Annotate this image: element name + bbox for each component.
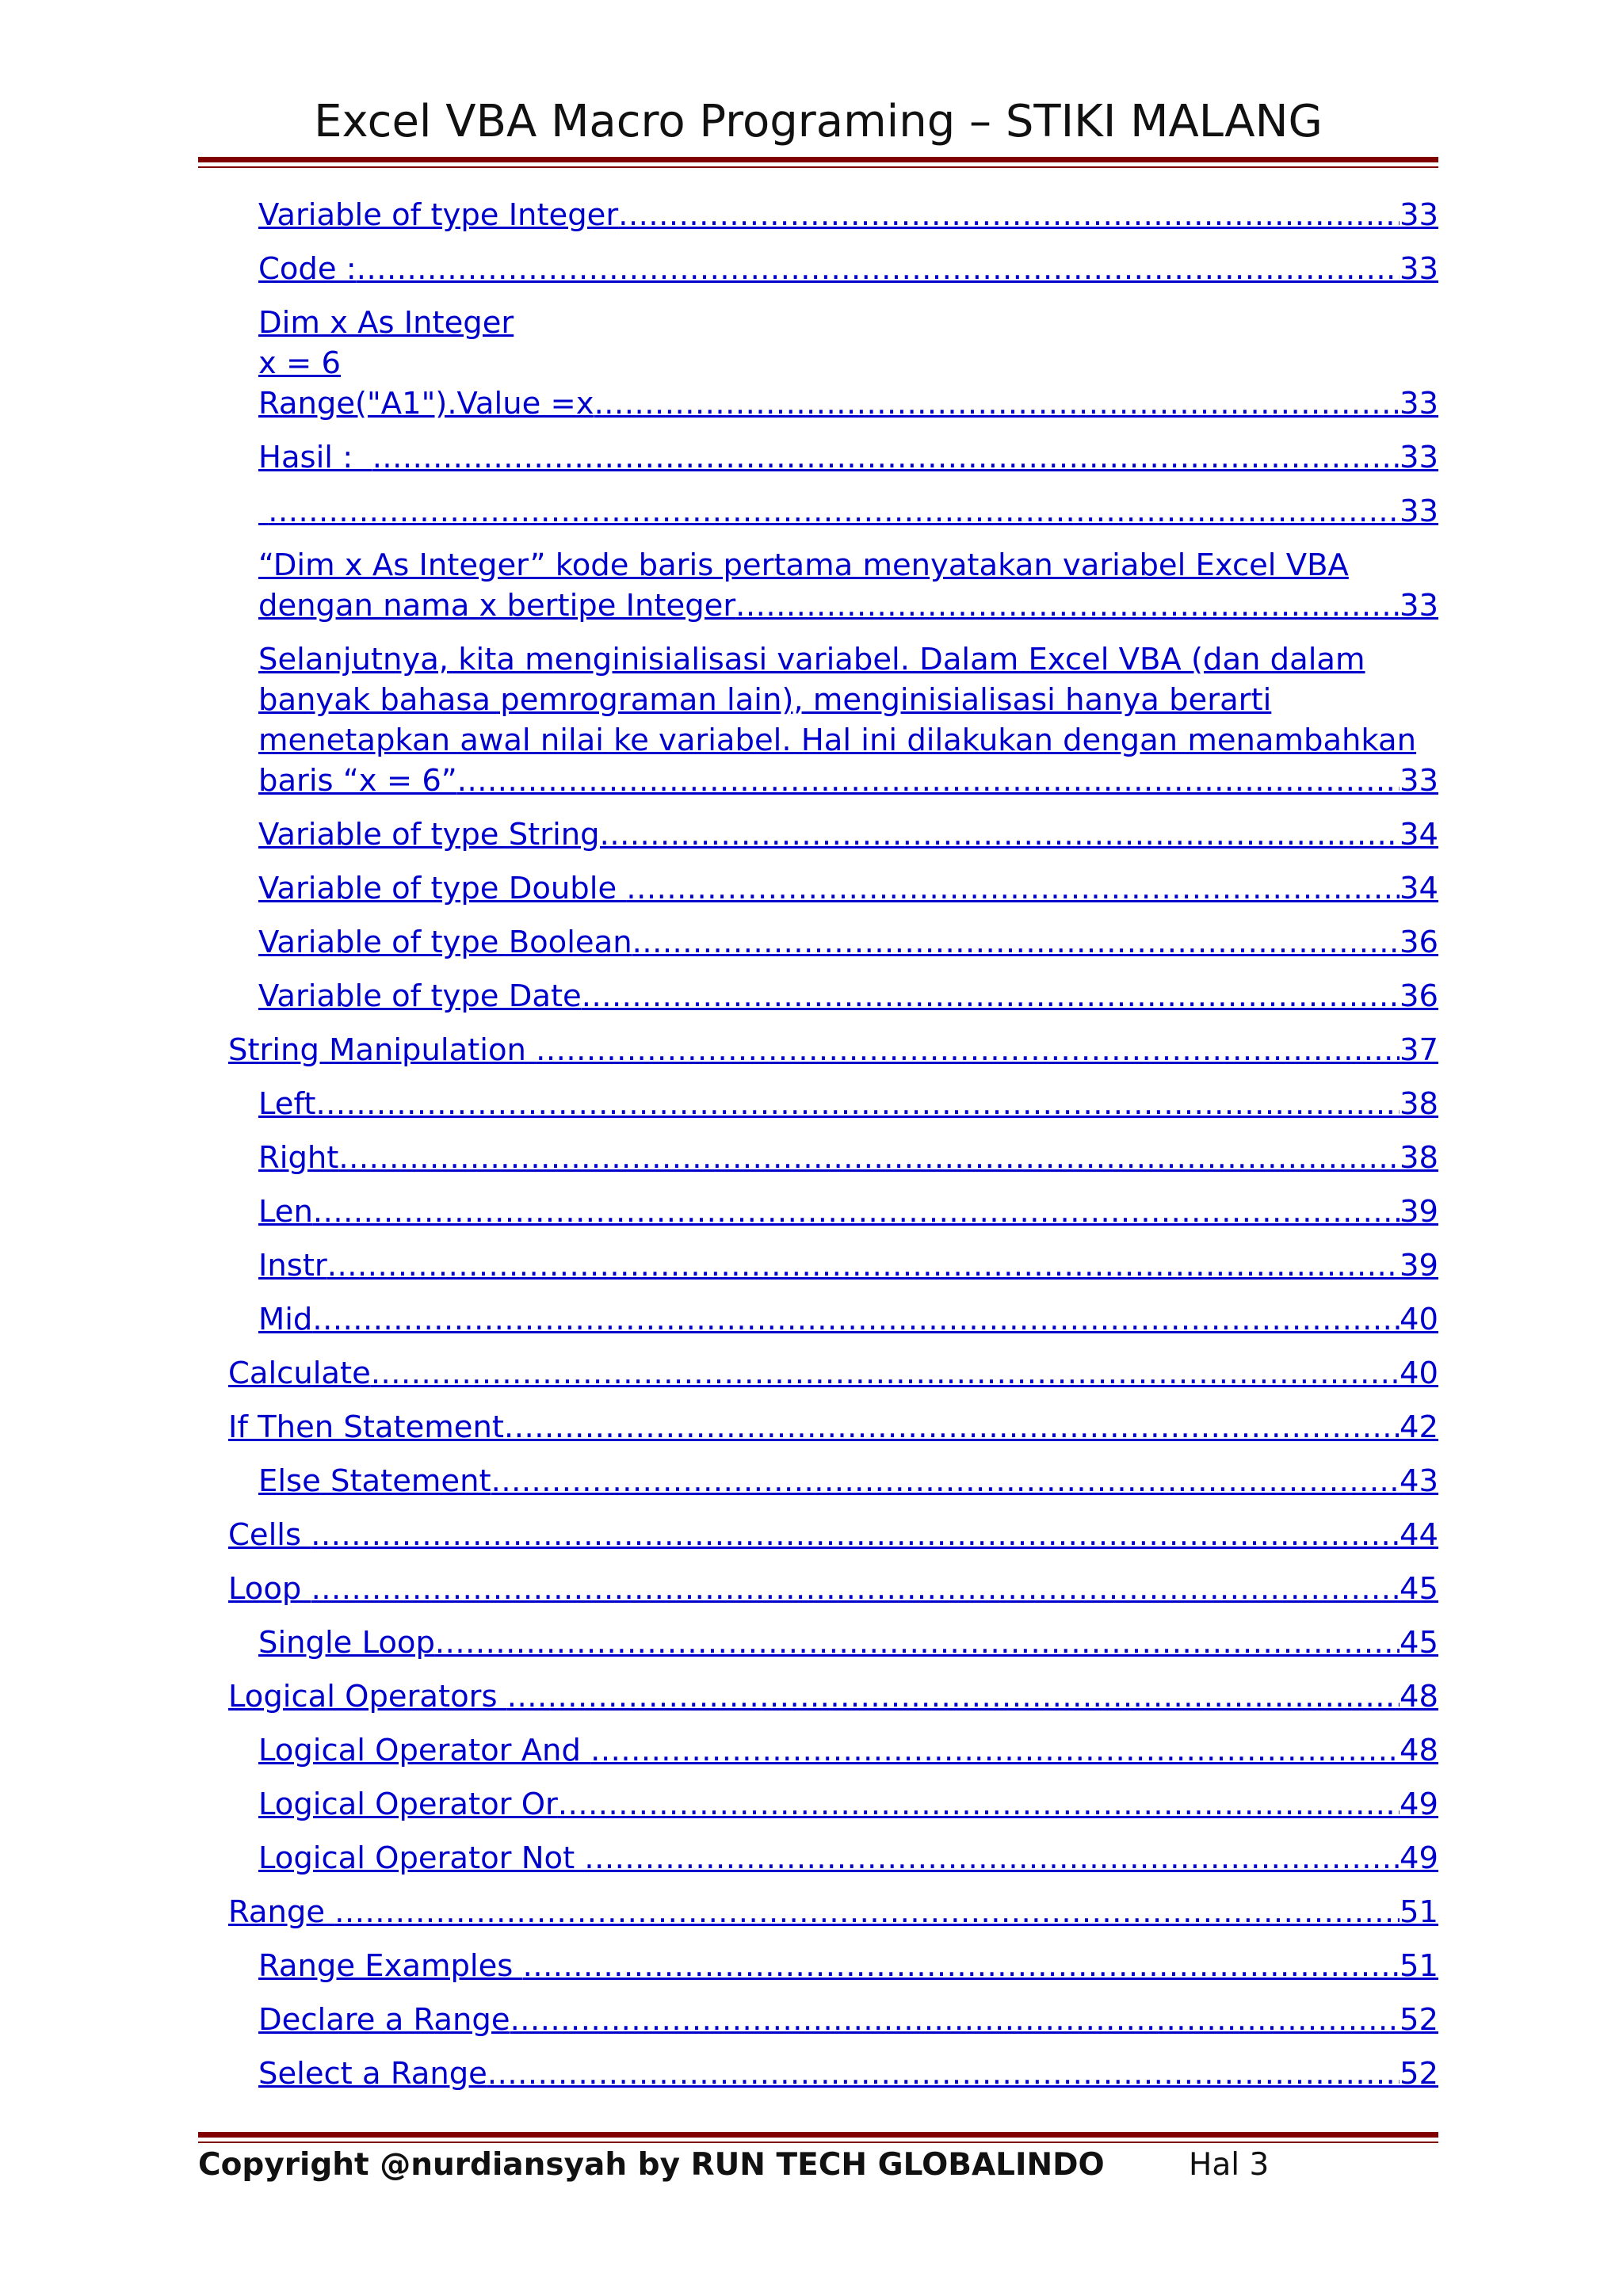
toc-entry-last-line	[258, 437, 1438, 478]
footer-page-number: Hal 3	[1189, 2147, 1270, 2183]
toc-entry-text: Len	[258, 1194, 313, 1230]
toc-dot-leader	[626, 868, 1400, 909]
toc-entry-text: menetapkan awal nilai ke variabel. Hal ini dilakukan dengan menambahkan	[258, 723, 1417, 758]
toc-entry-last-line	[258, 1245, 1438, 1286]
toc-entry[interactable]	[198, 491, 1438, 532]
toc-page-number: 43	[1400, 1463, 1438, 1499]
toc-page-number: 45	[1400, 1571, 1438, 1607]
toc-entry-text	[258, 491, 268, 532]
toc-entry-text: Logical Operator Or	[258, 1787, 558, 1822]
toc-page-number: 52	[1400, 2002, 1438, 2038]
toc-entry-last-line	[228, 1515, 1438, 1555]
toc-page-number: 34	[1400, 817, 1438, 852]
toc-entry-last-line	[258, 814, 1438, 855]
footer-rule-thick	[198, 2132, 1438, 2138]
toc-page-number: 33	[1400, 197, 1438, 233]
toc-entry[interactable]	[198, 1623, 1438, 1663]
toc-entry-text: Left	[258, 1086, 316, 1122]
toc-entry-text: Variable of type Double	[258, 871, 627, 906]
toc-entry-text: Code :	[258, 251, 357, 287]
toc-entry-last-line	[228, 1030, 1438, 1070]
toc-dot-leader	[435, 1623, 1400, 1663]
toc-page-number: 36	[1400, 925, 1438, 960]
toc-entry-text: x = 6	[258, 345, 342, 381]
toc-page-number: 39	[1400, 1194, 1438, 1230]
toc-entry-text: Single Loop	[258, 1625, 435, 1661]
header-rule-thin	[198, 166, 1438, 168]
toc-entry-last-line	[258, 2000, 1438, 2040]
toc-page-number: 33	[1400, 588, 1438, 624]
toc-page-number: 44	[1400, 1517, 1438, 1553]
toc-entry[interactable]	[198, 868, 1438, 909]
toc-entry-text: Dim x As Integer	[258, 305, 514, 341]
toc-dot-leader	[632, 922, 1400, 963]
toc-entry-last-line	[258, 1784, 1438, 1825]
toc-page-number: 48	[1400, 1733, 1438, 1768]
toc-entry-last-line	[258, 2054, 1438, 2094]
toc-dot-leader	[372, 437, 1400, 478]
toc-entry-text: dengan nama x bertipe Integer	[258, 588, 736, 624]
toc-entry[interactable]	[198, 1138, 1438, 1178]
toc-entry[interactable]	[198, 195, 1438, 235]
toc-page-number: 45	[1400, 1625, 1438, 1661]
toc-page-number: 33	[1400, 763, 1438, 799]
toc-entry[interactable]	[198, 1515, 1438, 1555]
toc-dot-leader	[311, 1569, 1400, 1609]
toc-entry-last-line	[258, 383, 1438, 424]
toc-entry-text: Variable of type Date	[258, 978, 582, 1014]
toc-entry-last-line	[258, 585, 1438, 626]
toc-entry[interactable]	[198, 1784, 1438, 1825]
toc-entry-text: baris “x = 6”	[258, 763, 457, 799]
page-header-title: Excel VBA Macro Programing – STIKI MALANG	[314, 96, 1323, 147]
toc-entry-text: Loop	[228, 1571, 311, 1607]
toc-dot-leader	[313, 1192, 1400, 1232]
toc-page-number: 33	[1400, 494, 1438, 529]
toc-dot-leader	[457, 761, 1400, 801]
toc-entry[interactable]	[198, 976, 1438, 1016]
toc-entry[interactable]	[198, 1030, 1438, 1070]
toc-entry[interactable]	[198, 639, 1438, 801]
toc-page-number: 33	[1400, 386, 1438, 421]
toc-entry[interactable]	[198, 2000, 1438, 2040]
toc-page-number: 33	[1400, 440, 1438, 475]
toc-page-number: 37	[1400, 1032, 1438, 1068]
toc-page-number: 49	[1400, 1787, 1438, 1822]
toc-dot-leader	[311, 1515, 1400, 1555]
footer-copyright: Copyright @nurdiansyah by RUN TECH GLOBALINDO	[198, 2147, 1105, 2183]
toc-entry-text: Hasil :	[258, 440, 372, 475]
toc-entry-text: Range	[228, 1894, 335, 1930]
toc-entry-text: String Manipulation	[228, 1032, 537, 1068]
toc-entry-text: Logical Operator Not	[258, 1840, 585, 1876]
toc-dot-leader	[371, 1353, 1400, 1394]
toc-dot-leader	[312, 1299, 1400, 1340]
toc-dot-leader	[510, 2000, 1400, 2040]
toc-entry-text: Cells	[228, 1517, 311, 1553]
toc-entry-last-line	[258, 1838, 1438, 1878]
toc-entry-last-line	[228, 1569, 1438, 1609]
toc-dot-leader	[590, 1730, 1400, 1771]
toc-dot-leader	[315, 1084, 1400, 1124]
toc-dot-leader	[491, 1461, 1400, 1501]
header-rule-thick	[198, 157, 1438, 162]
toc-entry-last-line	[258, 1461, 1438, 1501]
toc-entry[interactable]	[198, 303, 1438, 424]
toc-entry[interactable]	[198, 545, 1438, 626]
toc-dot-leader	[558, 1784, 1400, 1825]
toc-page-number: 38	[1400, 1086, 1438, 1122]
toc-dot-leader	[327, 1245, 1400, 1286]
toc-entry-text: banyak bahasa pemrograman lain), menginisialisasi hanya berarti	[258, 682, 1272, 718]
toc-entry[interactable]	[198, 1353, 1438, 1394]
toc-entry-text: Calculate	[228, 1356, 371, 1391]
toc-entry-last-line	[258, 1946, 1438, 1986]
toc-dot-leader	[338, 1138, 1400, 1178]
toc-entry-last-line	[228, 1676, 1438, 1717]
toc-entry-text: Selanjutnya, kita menginisialisasi variabel. Dalam Excel VBA (dan dalam	[258, 642, 1365, 677]
toc-entry-last-line	[258, 1299, 1438, 1340]
toc-entry-text: Variable of type Integer	[258, 197, 619, 233]
toc-page-number: 40	[1400, 1356, 1438, 1391]
toc-entry-text: Variable of type Boolean	[258, 925, 632, 960]
toc-entry[interactable]	[198, 1461, 1438, 1501]
toc-entry[interactable]	[198, 2054, 1438, 2094]
toc-entry-last-line	[228, 1353, 1438, 1394]
table-of-contents	[198, 195, 1438, 2107]
toc-entry-last-line	[258, 195, 1438, 235]
toc-entry-text: Select a Range	[258, 2056, 487, 2092]
toc-entry-last-line	[228, 1892, 1438, 1932]
toc-entry-text: Right	[258, 1140, 339, 1176]
toc-entry-last-line	[258, 491, 1438, 532]
toc-dot-leader	[594, 383, 1400, 424]
toc-entry-last-line	[258, 249, 1438, 289]
toc-page-number: 39	[1400, 1248, 1438, 1283]
toc-entry[interactable]	[198, 1569, 1438, 1609]
toc-dot-leader	[536, 1030, 1400, 1070]
toc-entry[interactable]	[198, 1730, 1438, 1771]
toc-entry-text: “Dim x As Integer” kode baris pertama menyatakan variabel Excel VBA	[258, 547, 1349, 583]
toc-dot-leader	[487, 2054, 1400, 2094]
toc-entry-text: Instr	[258, 1248, 327, 1283]
toc-entry-last-line	[258, 1138, 1438, 1178]
toc-dot-leader	[584, 1838, 1400, 1878]
toc-page-number: 48	[1400, 1679, 1438, 1714]
toc-entry[interactable]	[198, 1946, 1438, 1986]
toc-dot-leader	[582, 976, 1400, 1016]
toc-entry-text: Logical Operators	[228, 1679, 507, 1714]
toc-page-number: 42	[1400, 1409, 1438, 1445]
toc-entry[interactable]	[198, 1407, 1438, 1447]
toc-entry-last-line	[258, 868, 1438, 909]
toc-page-number: 49	[1400, 1840, 1438, 1876]
toc-entry-text: Mid	[258, 1302, 313, 1337]
toc-page-number: 33	[1400, 251, 1438, 287]
toc-entry-last-line	[258, 1730, 1438, 1771]
toc-dot-leader	[334, 1892, 1400, 1932]
toc-entry-text: Range Examples	[258, 1948, 523, 1984]
toc-entry-text: Declare a Range	[258, 2002, 510, 2038]
toc-entry-text: Range("A1").Value =x	[258, 386, 594, 421]
toc-entry[interactable]	[198, 1245, 1438, 1286]
toc-page-number: 52	[1400, 2056, 1438, 2092]
toc-page-number: 40	[1400, 1302, 1438, 1337]
toc-entry-last-line	[258, 1084, 1438, 1124]
toc-entry-last-line	[258, 1192, 1438, 1232]
toc-entry[interactable]	[198, 1892, 1438, 1932]
toc-entry[interactable]	[198, 922, 1438, 963]
toc-entry-last-line	[258, 922, 1438, 963]
toc-dot-leader	[523, 1946, 1400, 1986]
toc-entry-last-line	[258, 1623, 1438, 1663]
toc-dot-leader	[357, 249, 1400, 289]
toc-entry-last-line	[228, 1407, 1438, 1447]
toc-dot-leader	[504, 1407, 1400, 1447]
toc-dot-leader	[507, 1676, 1400, 1717]
toc-entry[interactable]	[198, 1084, 1438, 1124]
toc-page-number: 36	[1400, 978, 1438, 1014]
toc-page-number: 51	[1400, 1894, 1438, 1930]
toc-entry[interactable]	[198, 1838, 1438, 1878]
toc-entry[interactable]	[198, 1192, 1438, 1232]
toc-page-number: 34	[1400, 871, 1438, 906]
toc-entry[interactable]	[198, 249, 1438, 289]
toc-entry-text: Else Statement	[258, 1463, 491, 1499]
toc-entry-text: If Then Statement	[228, 1409, 504, 1445]
toc-page-number: 51	[1400, 1948, 1438, 1984]
toc-dot-leader	[268, 491, 1400, 532]
toc-dot-leader	[618, 195, 1400, 235]
toc-page-number: 38	[1400, 1140, 1438, 1176]
toc-entry-text: Variable of type String	[258, 817, 600, 852]
toc-entry[interactable]	[198, 1676, 1438, 1717]
toc-entry-last-line	[258, 761, 1438, 801]
toc-dot-leader	[735, 585, 1400, 626]
toc-entry-text: Logical Operator And	[258, 1733, 591, 1768]
toc-entry[interactable]	[198, 814, 1438, 855]
toc-dot-leader	[600, 814, 1400, 855]
toc-entry[interactable]	[198, 437, 1438, 478]
toc-entry[interactable]	[198, 1299, 1438, 1340]
toc-entry-last-line	[258, 976, 1438, 1016]
